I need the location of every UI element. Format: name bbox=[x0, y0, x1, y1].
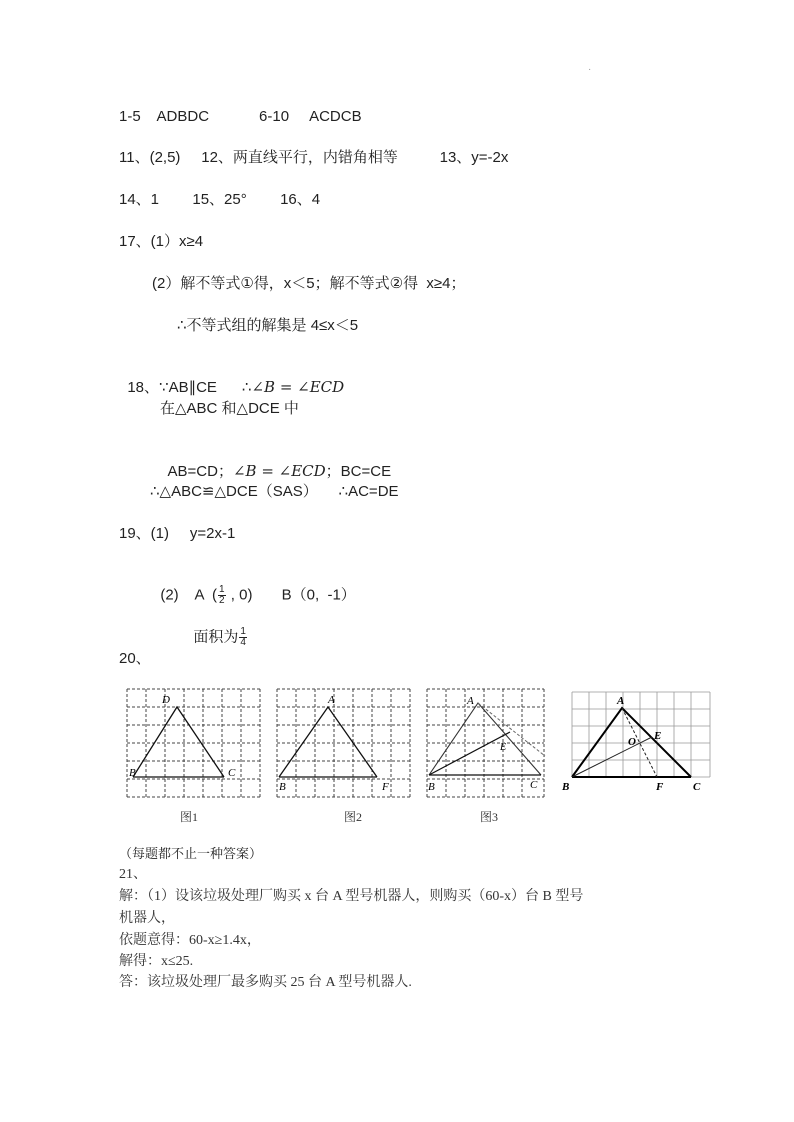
answer-1-10: 1-5 ADBDC 6-10 ACDCB bbox=[119, 108, 362, 125]
label-b: B bbox=[562, 781, 570, 793]
fraction-half: $\frac{1}{2}$ bbox=[219, 584, 225, 606]
ab-cd: AB=CD； bbox=[167, 463, 233, 480]
figure-2 bbox=[276, 688, 411, 800]
answer-18-given: 18、∵AB∥CE ∴ bbox=[127, 379, 252, 396]
label-a: A bbox=[328, 694, 335, 706]
point-a-prefix: (2) A ( bbox=[160, 586, 218, 604]
angle-equation: ∠B = ∠ECD bbox=[251, 378, 345, 396]
question-21-label: 21、 bbox=[119, 867, 147, 882]
answer-17-solution: ∴不等式组的解集是 4≤x＜5 bbox=[177, 317, 359, 334]
label-b: B bbox=[279, 781, 286, 793]
answer-18-line3 bbox=[160, 441, 391, 482]
corner-mark: · bbox=[588, 64, 592, 75]
figure-2-caption: 图2 bbox=[344, 810, 363, 824]
answer-17-1: 17、(1）x≥4 bbox=[119, 233, 204, 250]
label-a: A bbox=[617, 695, 625, 707]
label-c: C bbox=[228, 767, 236, 779]
q21-solution-1: 解：（1）设该垃圾处理厂购买 x 台 A 型号机器人，则购买（60-x）台 B 型号 bbox=[119, 889, 584, 904]
label-d: D bbox=[162, 694, 170, 706]
angle-equation-2: ∠B = ∠ECD bbox=[232, 462, 326, 480]
dashed-ae bbox=[478, 703, 545, 756]
label-e: E bbox=[500, 742, 507, 753]
area-label: 面积为 bbox=[193, 628, 239, 646]
bc-ce: ；BC=CE bbox=[325, 463, 392, 480]
q21-solution-3: 依题意得：60-x≥1.4x， bbox=[119, 933, 261, 948]
figure-3 bbox=[426, 688, 546, 800]
figure-1 bbox=[126, 688, 261, 800]
label-b: B bbox=[129, 767, 136, 779]
segment-be bbox=[429, 732, 510, 775]
answer-18-line4: ∴△ABC≌△DCE（SAS） ∴AC=DE bbox=[150, 483, 399, 500]
label-c: C bbox=[693, 781, 701, 793]
answer-19-area bbox=[185, 607, 248, 648]
label-c: C bbox=[530, 779, 538, 791]
label-b: B bbox=[428, 781, 435, 793]
answer-18-line2: 在△ABC 和△DCE 中 bbox=[160, 400, 299, 417]
label-e: E bbox=[654, 730, 662, 742]
answer-19-2 bbox=[152, 565, 356, 606]
label-f: F bbox=[382, 781, 389, 793]
label-o: O bbox=[628, 736, 636, 748]
answer-18-line1 bbox=[119, 357, 344, 398]
fraction-quarter: $\frac{1}{4}$ bbox=[240, 626, 246, 648]
q21-answer: 答：该垃圾处理厂最多购买 25 台 A 型号机器人. bbox=[119, 975, 412, 990]
triangle-abf bbox=[279, 707, 377, 777]
q21-solution-4: 解得：x≤25. bbox=[119, 954, 194, 969]
figure-4 bbox=[560, 690, 715, 800]
point-a-b-suffix: , 0) B（0, -1） bbox=[226, 586, 356, 604]
q21-solution-2: 机器人， bbox=[119, 911, 175, 926]
note-multiple-answers: （每题都不止一种答案） bbox=[119, 846, 263, 861]
label-f: F bbox=[656, 781, 664, 793]
answer-19-1: 19、(1) y=2x-1 bbox=[119, 525, 236, 542]
answer-20-label: 20、 bbox=[119, 650, 151, 667]
label-a: A bbox=[467, 695, 474, 707]
triangle-dbc bbox=[133, 707, 224, 777]
answer-17-2: (2）解不等式①得，x＜5；解不等式②得 x≥4； bbox=[152, 275, 466, 292]
answer-14-16: 14、1 15、25° 16、4 bbox=[119, 191, 321, 208]
figure-1-caption: 图1 bbox=[180, 810, 199, 824]
figure-3-caption: 图3 bbox=[480, 810, 499, 824]
answer-11-13: 11、(2,5) 12、两直线平行，内错角相等 13、y=-2x bbox=[119, 149, 509, 166]
